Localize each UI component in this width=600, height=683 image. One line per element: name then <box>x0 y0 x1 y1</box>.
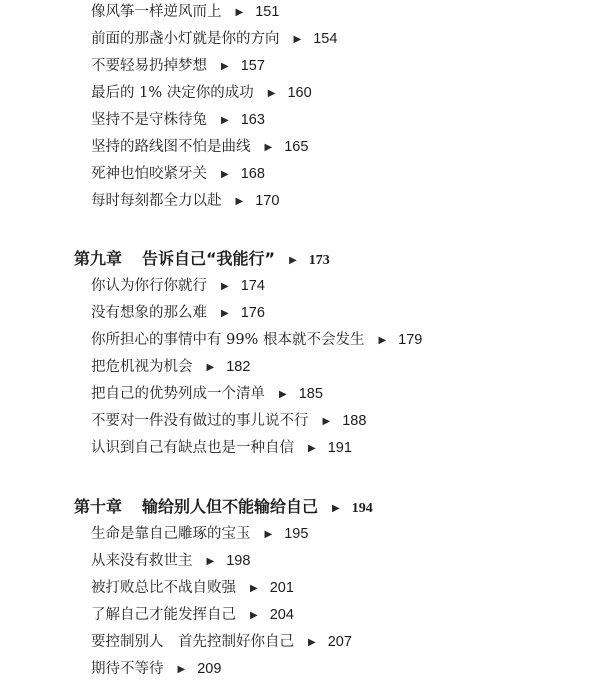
page-number: 176 <box>240 305 265 321</box>
chapter-title: 输给别人但不能输给自己 <box>142 497 319 516</box>
page-number: 179 <box>398 332 423 348</box>
arrow-right-icon: ▶ <box>235 7 244 18</box>
page-number: 163 <box>240 112 265 128</box>
toc-entry[interactable] <box>91 274 265 298</box>
chapter-number: 第九章 <box>74 249 123 268</box>
entry-title: 坚持的路线图不怕是曲线 <box>91 139 251 155</box>
toc-entry[interactable] <box>91 27 337 51</box>
arrow-right-icon: ▶ <box>206 556 215 567</box>
toc-entry[interactable] <box>91 301 265 325</box>
entry-title: 不要对一件没有做过的事儿说不行 <box>91 413 309 429</box>
toc-entry[interactable] <box>91 436 352 460</box>
page-number: 154 <box>313 31 338 47</box>
page-number: 165 <box>284 139 309 155</box>
page-number: 207 <box>327 634 352 650</box>
arrow-right-icon: ▶ <box>293 34 302 45</box>
entry-title: 认识到自己有缺点也是一种自信 <box>91 440 294 456</box>
chapter-title: 告诉自己“我能行” <box>142 249 276 268</box>
toc-entry[interactable] <box>91 189 279 213</box>
arrow-right-icon: ▶ <box>378 335 387 346</box>
toc-entry[interactable] <box>91 328 422 352</box>
arrow-right-icon: ▶ <box>206 362 215 373</box>
arrow-right-icon: ▶ <box>177 664 186 675</box>
arrow-right-icon: ▶ <box>264 142 273 153</box>
arrow-right-icon: ▶ <box>221 115 229 126</box>
page-number: 201 <box>269 580 294 596</box>
page-number: 173 <box>308 253 330 268</box>
toc-entry[interactable] <box>91 630 352 654</box>
arrow-right-icon: ▶ <box>221 169 229 180</box>
arrow-right-icon: ▶ <box>250 583 258 594</box>
arrow-right-icon: ▶ <box>235 196 244 207</box>
page-number: 151 <box>255 4 280 20</box>
entry-title: 期待不等待 <box>91 661 164 677</box>
page-number: 182 <box>226 359 251 375</box>
toc-entry[interactable] <box>91 81 312 105</box>
entry-title: 死神也怕咬紧牙关 <box>91 166 207 182</box>
toc-entry[interactable] <box>91 135 308 159</box>
entry-title: 没有想象的那么难 <box>91 305 207 321</box>
page-number: 198 <box>226 553 251 569</box>
arrow-right-icon: ▶ <box>322 416 331 427</box>
arrow-right-icon: ▶ <box>332 503 340 514</box>
chapter-heading-10[interactable] <box>74 494 373 520</box>
toc-entry[interactable] <box>91 162 265 186</box>
page-number: 195 <box>284 526 309 542</box>
toc-entry[interactable] <box>91 409 366 433</box>
page-number: 209 <box>197 661 222 677</box>
chapter-heading-9[interactable] <box>74 246 330 272</box>
page-number: 174 <box>240 278 265 294</box>
page-number: 185 <box>298 386 323 402</box>
page-number: 194 <box>351 501 373 516</box>
entry-title: 从来没有救世主 <box>91 553 193 569</box>
entry-title: 要控制别人 首先控制好你自己 <box>91 634 294 650</box>
toc-entry[interactable] <box>91 522 308 546</box>
entry-title: 你所担心的事情中有 99% 根本就不会发生 <box>91 332 365 348</box>
arrow-right-icon: ▶ <box>221 281 229 292</box>
entry-title: 前面的那盏小灯就是你的方向 <box>91 31 280 47</box>
entry-title: 像风筝一样逆风而上 <box>91 4 222 20</box>
page-number: 204 <box>269 607 294 623</box>
entry-title: 每时每刻都全力以赴 <box>91 193 222 209</box>
page-number: 170 <box>255 193 280 209</box>
page-number: 191 <box>327 440 352 456</box>
entry-title: 坚持不是守株待兔 <box>91 112 207 128</box>
toc-entry[interactable] <box>91 657 221 681</box>
entry-title: 不要轻易扔掉梦想 <box>91 58 207 74</box>
entry-title: 生命是靠自己雕琢的宝玉 <box>91 526 251 542</box>
entry-title: 最后的 1% 决定你的成功 <box>91 85 254 101</box>
entry-title: 被打败总比不战自败强 <box>91 580 236 596</box>
arrow-right-icon: ▶ <box>264 529 273 540</box>
toc-entry[interactable] <box>91 355 250 379</box>
page-number: 168 <box>240 166 265 182</box>
arrow-right-icon: ▶ <box>308 637 316 648</box>
toc-entry[interactable] <box>91 382 323 406</box>
toc-entry[interactable] <box>91 108 265 132</box>
arrow-right-icon: ▶ <box>279 389 287 400</box>
arrow-right-icon: ▶ <box>221 61 229 72</box>
entry-title: 把自己的优势列成一个清单 <box>91 386 265 402</box>
page-number: 188 <box>342 413 367 429</box>
arrow-right-icon: ▶ <box>308 443 316 454</box>
arrow-right-icon: ▶ <box>289 255 297 266</box>
arrow-right-icon: ▶ <box>250 610 258 621</box>
arrow-right-icon: ▶ <box>267 88 276 99</box>
entry-title: 把危机视为机会 <box>91 359 193 375</box>
chapter-number: 第十章 <box>74 497 123 516</box>
toc-entry[interactable] <box>91 54 265 78</box>
entry-title: 你认为你行你就行 <box>91 278 207 294</box>
toc-entry[interactable] <box>91 603 294 627</box>
toc-entry[interactable] <box>91 576 294 600</box>
page-number: 157 <box>240 58 265 74</box>
arrow-right-icon: ▶ <box>221 308 229 319</box>
entry-title: 了解自己才能发挥自己 <box>91 607 236 623</box>
toc-entry[interactable] <box>91 549 250 573</box>
page-number: 160 <box>287 85 312 101</box>
toc-entry[interactable] <box>91 0 279 24</box>
